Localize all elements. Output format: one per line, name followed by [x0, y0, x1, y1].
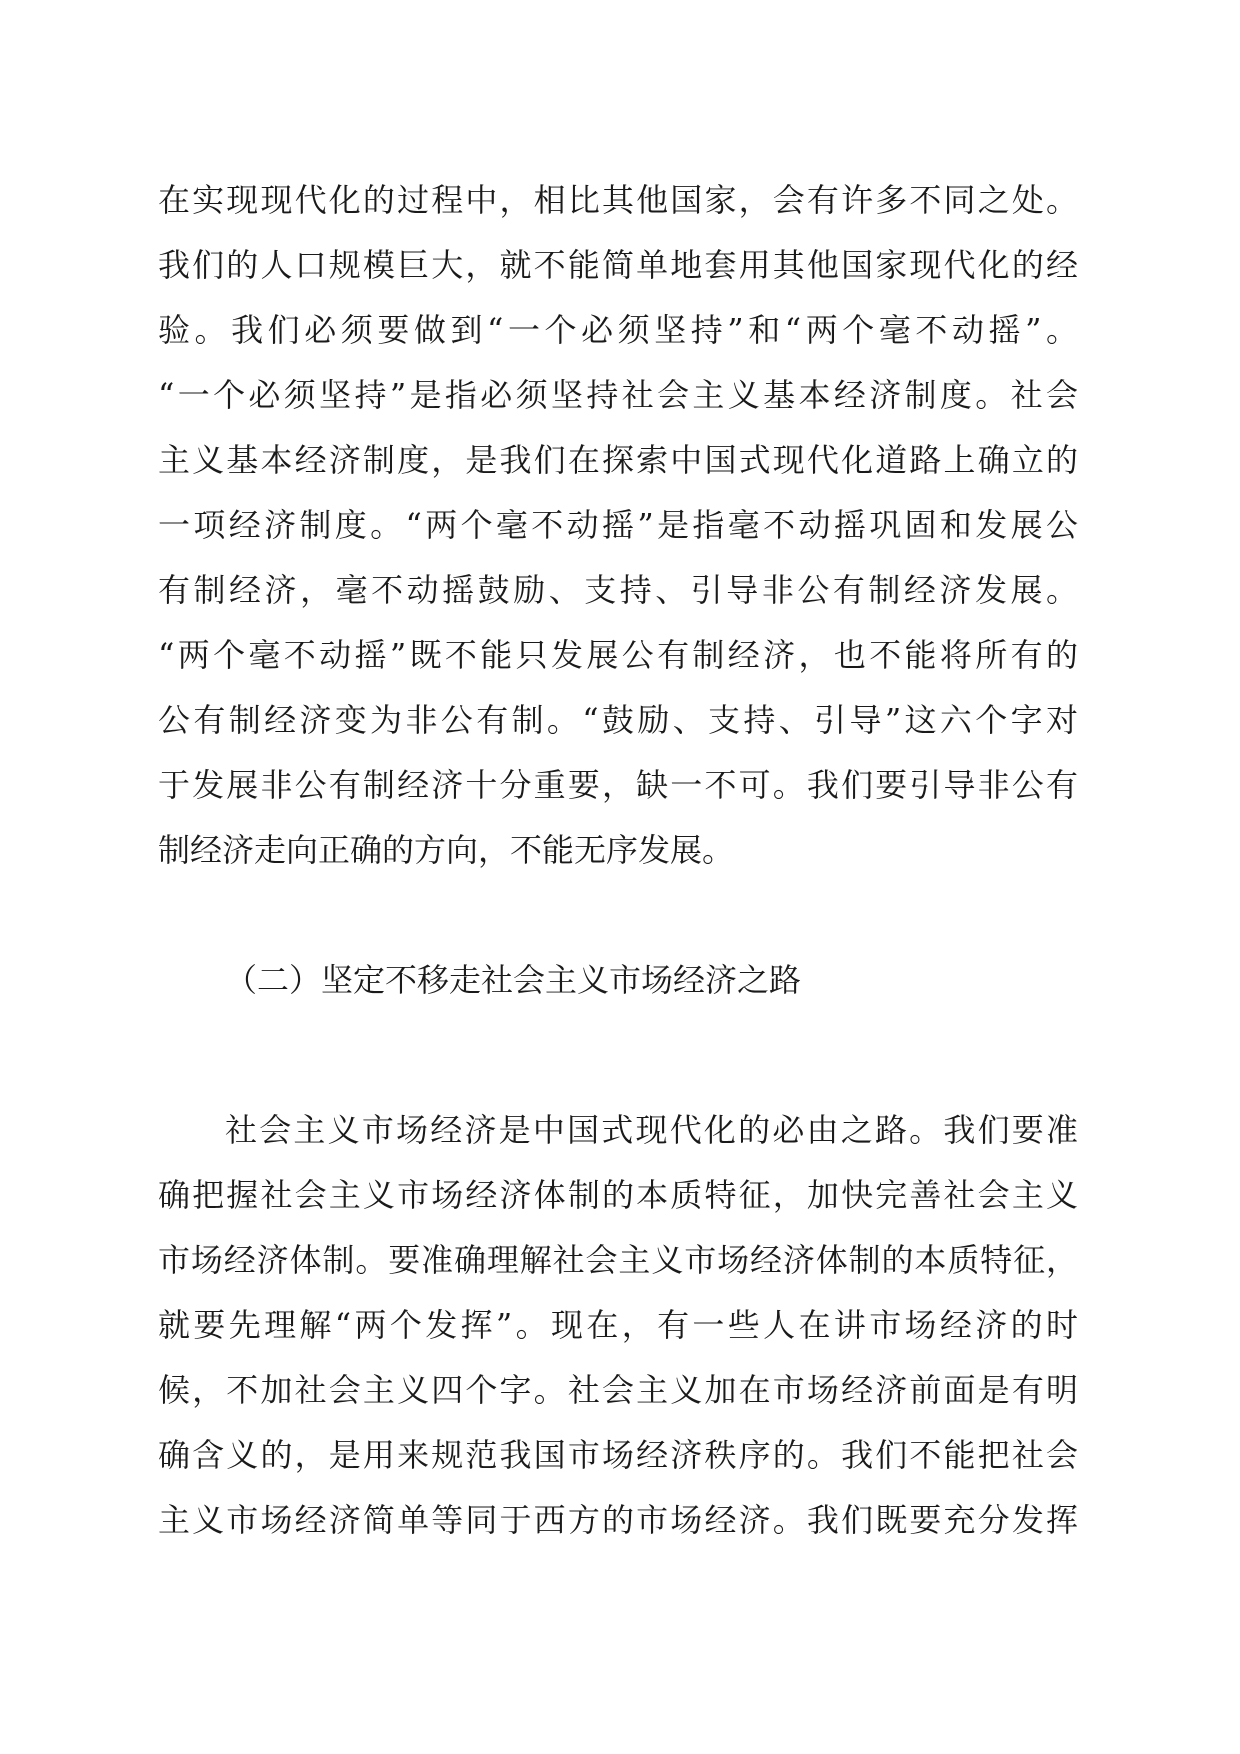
paragraph-line: 在实现现代化的过程中，相比其他国家，会有许多不同之处。	[158, 181, 1078, 219]
paragraph-line: 我们的人口规模巨大，就不能简单地套用其他国家现代化的经	[158, 246, 1078, 284]
paragraph-line: 公有制经济变为非公有制。“鼓励、支持、引导”这六个字对	[158, 701, 1078, 739]
paragraph-line: “两个毫不动摇”既不能只发展公有制经济，也不能将所有的	[158, 636, 1078, 674]
paragraph-line: 确含义的，是用来规范我国市场经济秩序的。我们不能把社会	[158, 1436, 1078, 1474]
paragraph-line: 主义基本经济制度，是我们在探索中国式现代化道路上确立的	[158, 441, 1078, 479]
paragraph-line: 验。我们必须要做到“一个必须坚持”和“两个毫不动摇”。	[158, 311, 1078, 349]
paragraph-line: 有制经济，毫不动摇鼓励、支持、引导非公有制经济发展。	[158, 571, 1078, 609]
paragraph-line: “一个必须坚持”是指必须坚持社会主义基本经济制度。社会	[158, 376, 1078, 414]
paragraph-line: 一项经济制度。“两个毫不动摇”是指毫不动摇巩固和发展公	[158, 506, 1078, 544]
section-heading: （二）坚定不移走社会主义市场经济之路	[225, 961, 802, 999]
paragraph-line: 就要先理解“两个发挥”。现在，有一些人在讲市场经济的时	[158, 1306, 1078, 1344]
paragraph-line: 制经济走向正确的方向，不能无序发展。	[158, 831, 735, 869]
paragraph-line: 主义市场经济简单等同于西方的市场经济。我们既要充分发挥	[158, 1501, 1078, 1539]
paragraph-line: 确把握社会主义市场经济体制的本质特征，加快完善社会主义	[158, 1176, 1078, 1214]
paragraph-line: 候，不加社会主义四个字。社会主义加在市场经济前面是有明	[158, 1371, 1078, 1409]
paragraph-line: 市场经济体制。要准确理解社会主义市场经济体制的本质特征，	[158, 1241, 1078, 1279]
paragraph-line: 于发展非公有制经济十分重要，缺一不可。我们要引导非公有	[158, 766, 1078, 804]
paragraph-line: 社会主义市场经济是中国式现代化的必由之路。我们要准	[225, 1111, 1078, 1149]
